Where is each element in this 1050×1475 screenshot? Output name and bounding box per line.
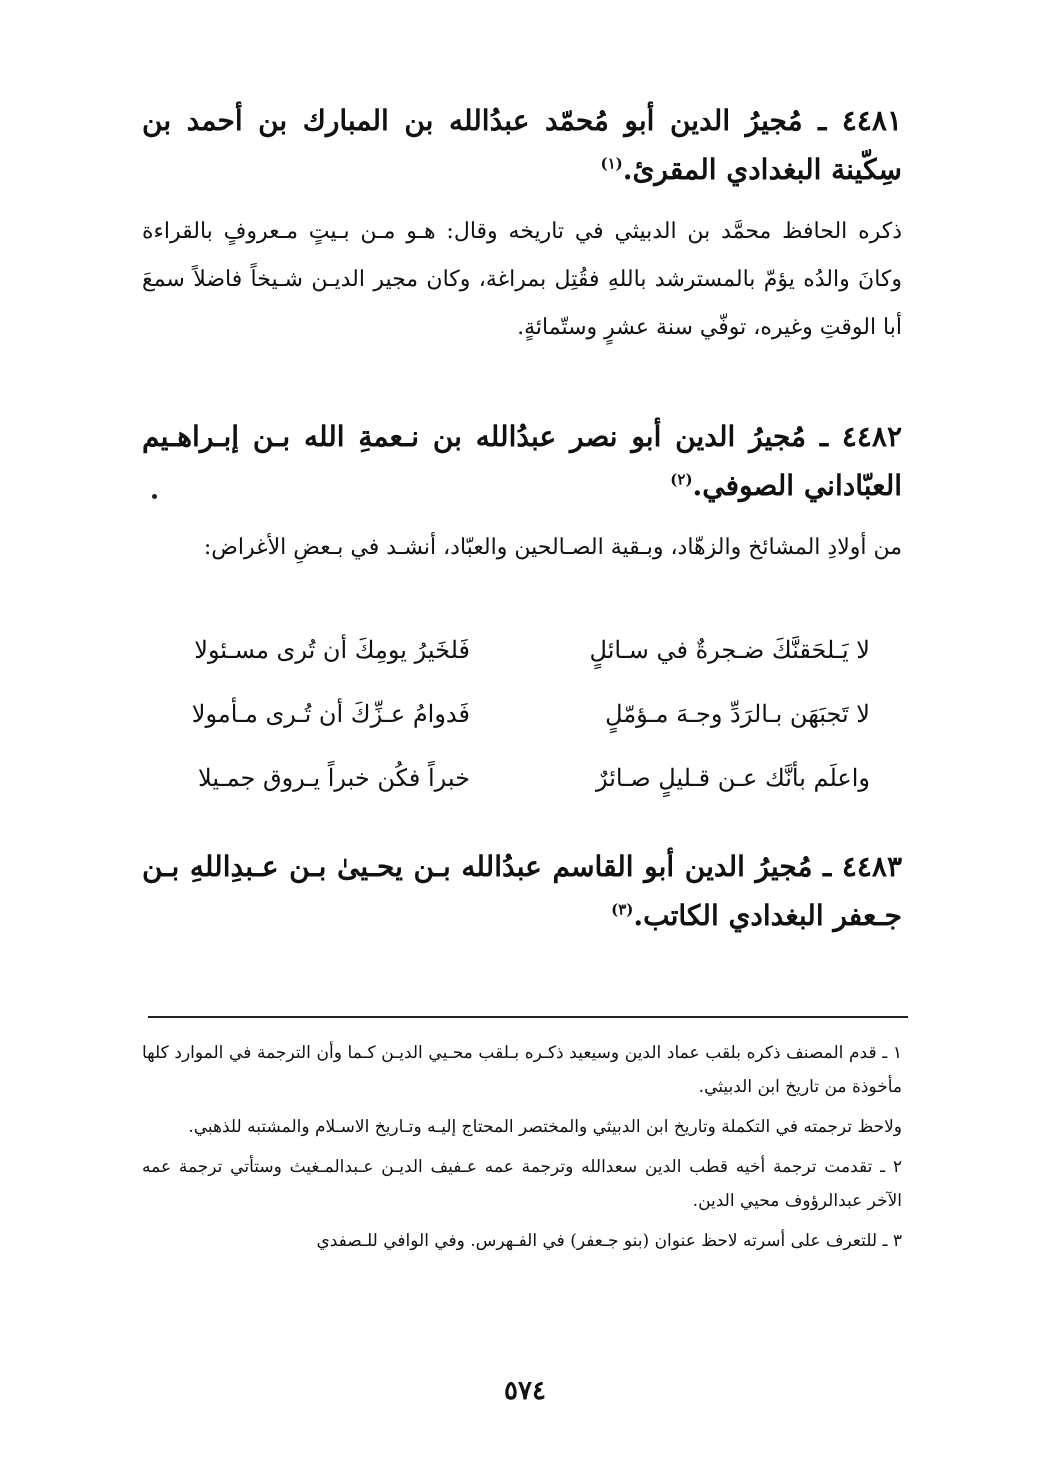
- poem-verse: [170, 618, 870, 682]
- footnote: ٣ ـ للتعرف على أسرته لاحظ عنوان (بنو جـعفر) في الفـهرس. وفي الوافي للـصفدي: [316, 1231, 902, 1251]
- verse-first-hemistich: واعلَم بأنَّك عـن قـليلٍ صـائرٌ: [595, 764, 870, 792]
- verse-first-hemistich: لا تَجبَهَن بـالرَدِّ وجـهَ مـؤمّلٍ: [605, 700, 870, 728]
- footnote-ref: (١): [600, 154, 623, 173]
- poem-verse: [170, 682, 870, 746]
- footnote-ref: (٣): [611, 900, 634, 919]
- entry-4483: [142, 842, 902, 940]
- entry-body: ذكره الحافظ محمَّد بن الدبيثي في تاريخه وقال: هـو مـن بـيتٍ مـعروفٍ بالقراءة وكانَ والدُه يؤمّ بالمسترشد باللهِ فقُتِل بمراغة، وكان مجير الديـن شـيخاً فاضلاً سمعَ أبا الوقتِ وغيره، توفّي سنة عشرٍ وستّمائةٍ.: [142, 219, 902, 340]
- stray-dot: [152, 494, 157, 499]
- footnote-ref: (٢): [670, 470, 693, 489]
- footnote-separator: [148, 1016, 908, 1018]
- entry-title: [142, 412, 902, 510]
- entry-title-text: ٤٤٨٢ ـ مُجيرُ الدين أبو نصر عبدُالله بن نـعمةِ الله بـن إبـراهـيم العبّاداني الصوفي.: [142, 420, 902, 502]
- verse-second-hemistich: فَلخَيرُ يومِكَ أن تُرى مسـئولا: [194, 636, 470, 664]
- verse-second-hemistich: خبراً فكُن خبراً يـروق جمـيلا: [198, 764, 470, 792]
- poem-verse: [170, 746, 870, 810]
- entry-title: [142, 842, 902, 940]
- footnotes: [142, 1036, 902, 1264]
- entry-body: من أولادِ المشائخ والزهّاد، وبـقية الصـالحين والعبّاد، أنشـد في بـعضِ الأغراض:: [203, 535, 902, 560]
- verse-first-hemistich: لا يَـلحَقنَّكَ ضـجرةٌ في سـائلٍ: [589, 636, 870, 664]
- entry-4481: [142, 96, 902, 352]
- entry-4482: [142, 412, 902, 572]
- verse-second-hemistich: فَدوامُ عـزِّكَ أن تُـرى مـأمولا: [191, 700, 470, 728]
- footnote: ١ ـ قدم المصنف ذكره بلقب عماد الدين وسيعيد ذكـره بـلقب محـيي الديـن كـما وأن الترجمة في الموارد كلها مأخوذة من تاريخ ابن الدبيثي.: [142, 1043, 902, 1097]
- footnote: ولاحظ ترجمته في التكملة وتاريخ ابن الدبيثي والمختصر المحتاج إليـه وتـاريخ الاسـلام والمشتبه للذهبي.: [188, 1117, 902, 1137]
- entry-title: [142, 96, 902, 194]
- page-number: ٥٧٤: [504, 1376, 546, 1406]
- entry-title-text: ٤٤٨٣ ـ مُجيرُ الدين أبو القاسم عبدُالله بـن يحـيىٰ بـن عـبدِاللهِ بـن جـعفر البغدادي الكاتب.: [142, 850, 902, 932]
- footnote: ٢ ـ تقدمت ترجمة أخيه قطب الدين سعدالله وترجمة عمه عـفيف الديـن عـبدالمـغيث وستأتي ترجمة عمه الآخر عبدالرؤوف محيي الدين.: [142, 1157, 902, 1211]
- poem: [170, 618, 870, 810]
- entry-title-text: ٤٤٨١ ـ مُجيرُ الدين أبو مُحمّد عبدُالله بن المبارك بن أحمد بن سِكّينة البغدادي المقرئ.: [142, 104, 902, 186]
